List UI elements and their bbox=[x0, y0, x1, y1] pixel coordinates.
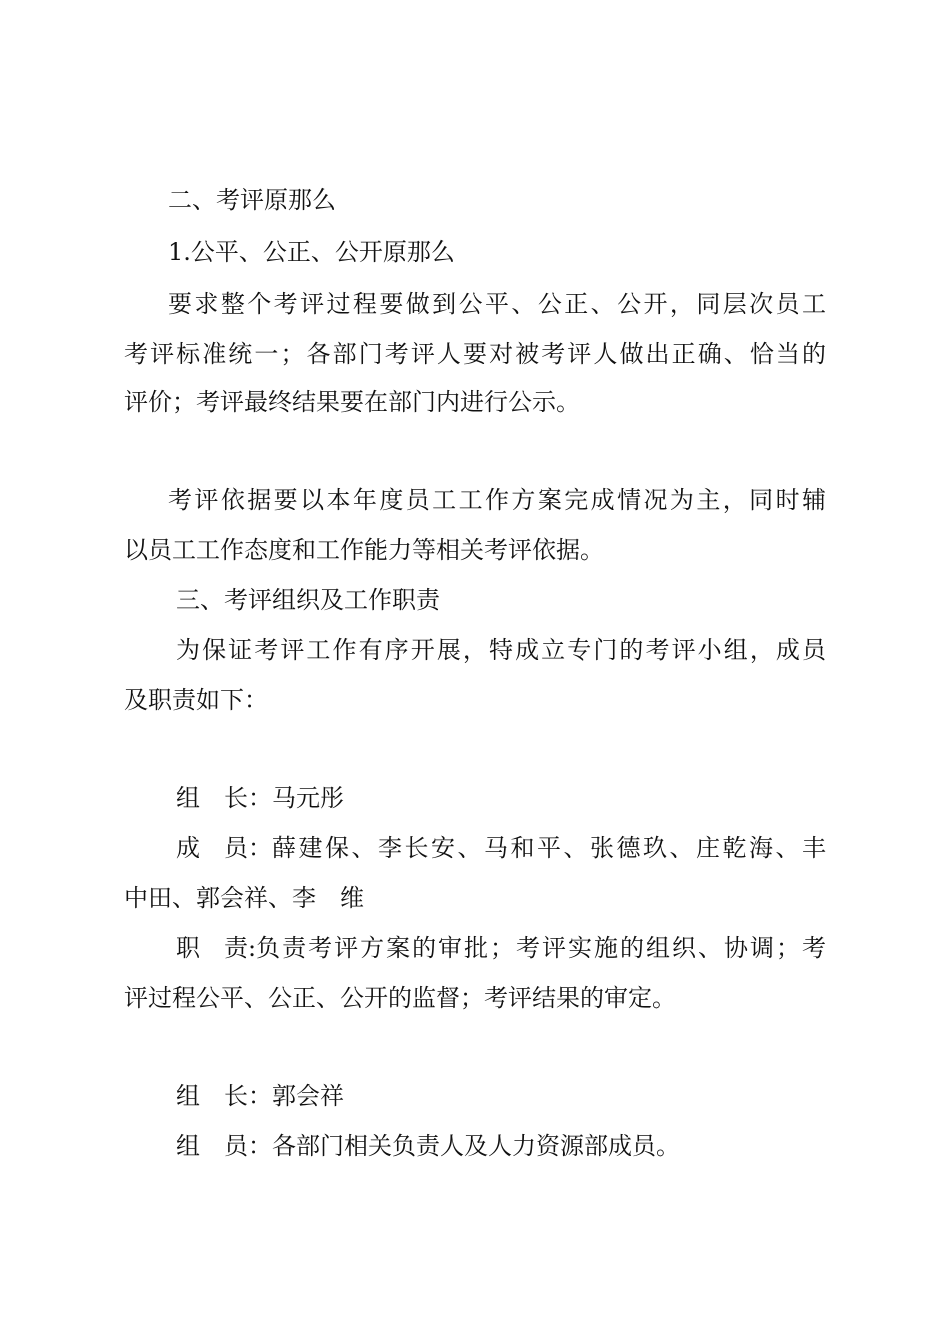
group1-duty-row bbox=[176, 932, 826, 964]
section3-heading: 三、考评组织及工作职责 bbox=[176, 586, 440, 614]
para2-line2: 以员工工作态度和工作能力等相关考评依据。 bbox=[124, 536, 604, 564]
group1-members-label: 成 员： bbox=[176, 834, 272, 862]
group2-members-row bbox=[176, 1130, 680, 1162]
group1-members-row bbox=[176, 832, 826, 864]
group1-leader-row bbox=[176, 782, 344, 814]
group1-members-line1: 薛建保、李长安、马和平、张德玖、庄乾海、丰 bbox=[272, 834, 826, 862]
group2-leader-label: 组 长： bbox=[176, 1082, 272, 1110]
group1-members-line2: 中田、郭会祥、李 维 bbox=[124, 884, 364, 912]
group2-leader-row bbox=[176, 1080, 344, 1112]
para1-line1: 要求整个考评过程要做到公平、公正、公开，同层次员工 bbox=[168, 290, 826, 318]
group1-leader-value: 马元彤 bbox=[272, 784, 344, 812]
group1-duty-line1: 负责考评方案的审批；考评实施的组织、协调；考 bbox=[256, 934, 826, 962]
group2-leader-value: 郭会祥 bbox=[272, 1082, 344, 1110]
para2-line1: 考评依据要以本年度员工工作方案完成情况为主，同时辅 bbox=[168, 486, 826, 514]
section2-heading: 二、考评原那么 bbox=[168, 186, 336, 214]
para3-line1: 为保证考评工作有序开展，特成立专门的考评小组，成员 bbox=[176, 636, 826, 664]
para1-line2: 考评标准统一；各部门考评人要对被考评人做出正确、恰当的 bbox=[124, 340, 826, 368]
para1-line3: 评价；考评最终结果要在部门内进行公示。 bbox=[124, 388, 580, 416]
group2-members-label: 组 员： bbox=[176, 1132, 272, 1160]
group1-duty-line2: 评过程公平、公正、公开的监督；考评结果的审定。 bbox=[124, 984, 676, 1012]
group1-leader-label: 组 长： bbox=[176, 784, 272, 812]
group2-members-value: 各部门相关负责人及人力资源部成员。 bbox=[272, 1132, 680, 1160]
sub1-heading: 1.公平、公正、公开原那么 bbox=[168, 238, 455, 266]
para3-line2: 及职责如下： bbox=[124, 686, 268, 714]
group1-duty-label: 职 责: bbox=[176, 934, 257, 962]
